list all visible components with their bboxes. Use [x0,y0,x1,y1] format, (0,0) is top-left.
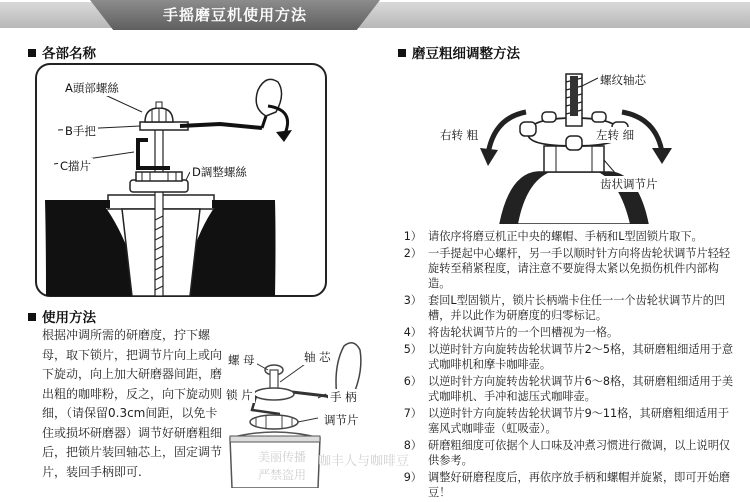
usage-paragraph: 根据冲调所需的研磨度，拧下螺母，取下锁片，把调节片向上或向下旋动，向上加大研磨器间距，磨出粗的咖啡粉，反之，向下旋动则细，（请保留0.3cm间距，以免卡住或损坏研磨器）调节好研磨粗细后，把锁片装回轴芯上，固定调节片，装回手柄即可. [42,328,223,479]
label-lock-plate: 锁 片 [226,388,253,402]
label-handle: B手把 [65,124,96,138]
list-item: 9） 调整好研磨程度后，再依序放手柄和螺帽并旋紧，即可开始磨豆！ [403,471,731,499]
coarseness-adjust-diagram [470,64,720,224]
bullet-square-icon [398,49,406,57]
label-crank: 手 柄 [330,390,357,404]
page-title: 手摇磨豆机使用方法 [162,6,307,24]
label-gear-nut: 齿状调节片 [600,177,658,191]
section-heading-parts [28,42,96,62]
label-nut: 螺 母 [228,353,255,367]
bullet-square-icon [28,313,36,321]
label-adjust-wheel: 调节片 [324,413,359,427]
list-item: 8） 研磨粗细度可依据个人口味及冲煮习惯进行微调，以上说明仅供参考。 [403,439,731,467]
label-head-screw: A頭部螺絲 [65,81,119,95]
grinder-parts-diagram [30,60,330,300]
list-item: 3） 套回L型固锁片，锁片长柄端卡住任一一个齿轮状调节片的凹槽，并以此作为研磨度的归零标记。 [403,294,726,322]
label-threaded-shaft: 螺纹轴芯 [600,73,646,87]
watermark-text: 咖丰人与咖啡豆 [318,454,410,469]
label-turn-right-coarse: 右转 粗 [440,128,479,142]
adjust-steps-list [398,229,738,502]
list-item: 1） 请依序将磨豆机正中央的螺帽、手柄和L型固锁片取下。 [403,230,703,243]
label-adjust-screw: D調整螺絲 [192,165,247,179]
watermark-text: 美丽传播 [258,450,307,464]
adjust-heading-text: 磨豆粗细调整方法 [412,46,520,62]
list-item: 4） 将齿轮状调节片的一个凹槽视为一格。 [403,326,619,339]
usage-heading-text: 使用方法 [42,310,96,326]
watermark-text: 严禁盗用 [258,468,307,482]
list-item: 5） 以逆时针方向旋转齿轮状调节片2～5格，其研磨粗细适用于意式咖啡机和摩卡咖啡壶。 [403,343,734,371]
bullet-square-icon [28,49,36,57]
label-turn-left-fine: 左转 细 [596,128,635,142]
list-item: 7） 以逆时针方向旋转齿轮状调节片9～11格，其研磨粗细适用于塞风式咖啡壶（虹吸壶）。 [403,407,730,435]
parts-heading-text: 各部名称 [42,46,96,62]
list-item: 6） 以逆时针方向旋转齿轮状调节片6～8格，其研磨粗细适用于美式咖啡机、手冲和滤压式咖啡壶。 [403,375,734,403]
section-heading-adjust [398,42,520,62]
label-shaft: 轴 芯 [304,350,331,364]
title-banner [0,0,750,30]
list-item: 2） 一手提起中心螺杆，另一手以顺时针方向将齿轮状调节片轻轻旋转至稍紧程度，请注意不要旋得太紧以免损伤机件内部构造。 [403,247,731,290]
section-heading-usage [28,306,96,326]
label-stopper: C擋片 [60,159,92,173]
